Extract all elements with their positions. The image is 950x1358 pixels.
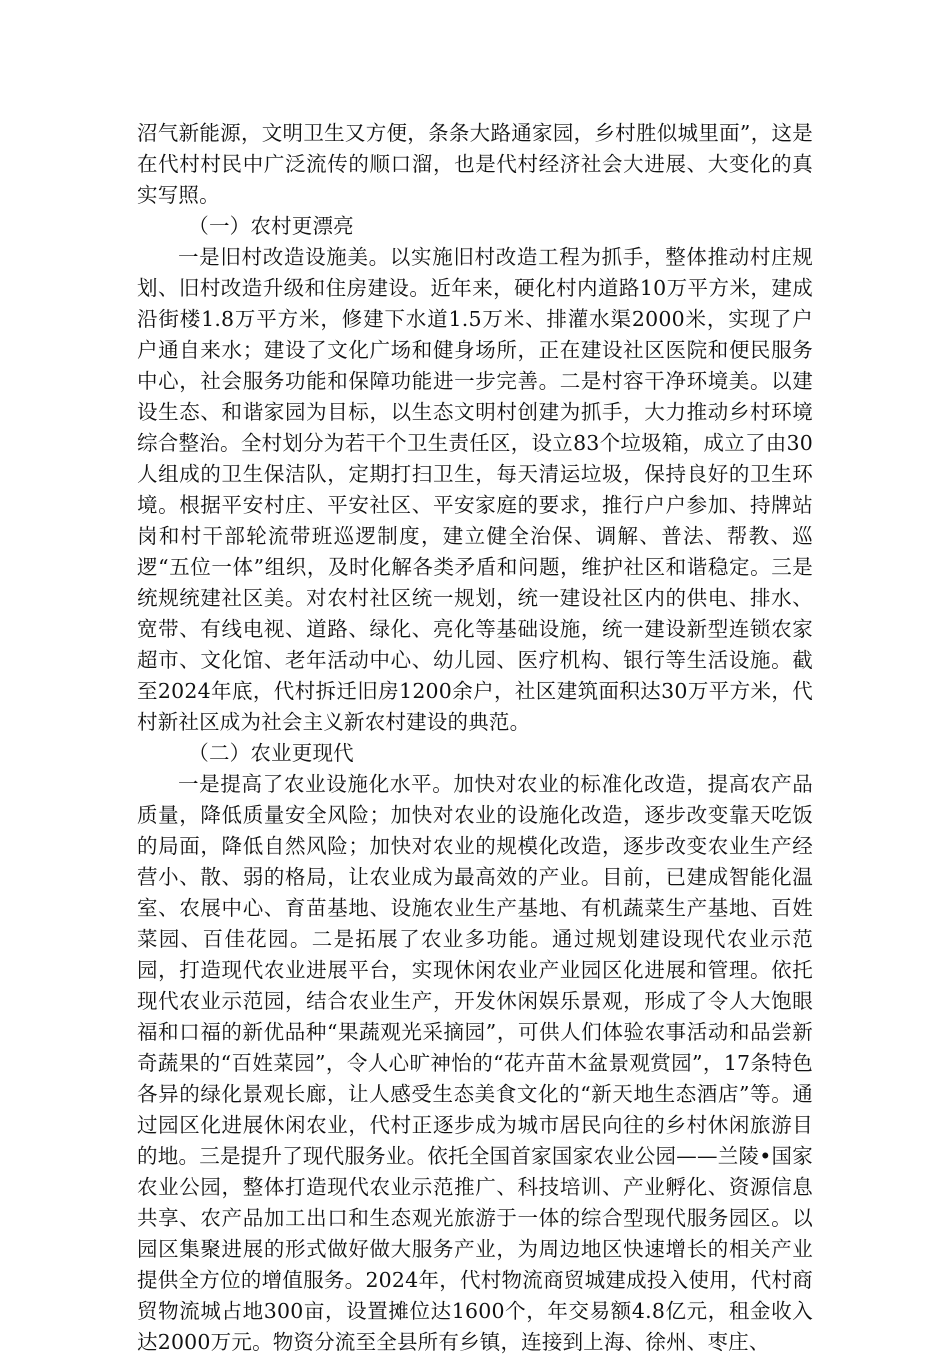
section-heading-rural-beauty: （一）农村更漂亮 <box>188 214 354 238</box>
paragraph-modern-agriculture: 一是提高了农业设施化水平。加快对农业的标准化改造，提高农产品质量，降低质量安全风险；加快对农业的设施化改造，逐步改变靠天吃饭的局面，降低自然风险；加快对农业的规模化改造，逐步改变农业生产经营小、散、弱的格局，让农业成为最高效的产业。目前，已建成智能化温室、农展中心、育苗基地、设施农业生产基地、有机蔬菜生产基地、百姓菜园、百佳花园。二是拓展了农业多功能。通过规划建设现代农业示范园，打造现代农业进展平台，实现休闲农业产业园区化进展和管理。依托现代农业示范园，结合农业生产，开发休闲娱乐景观，形成了令人大饱眼福和口福的新优品种“果蔬观光采摘园”，可供人们体验农事活动和品尝新奇蔬果的“百姓菜园”，令人心旷神怡的“花卉苗木盆景观赏园”，17条特色各异的绿化景观长廊，让人感受生态美食文化的“新天地生态酒店”等。通过园区化进展休闲农业，代村正逐步成为城市居民向往的乡村休闲旅游目的地。三是提升了现代服务业。依托全国首家国家农业公园——兰陵•国家农业公园，整体打造现代农业示范推广、科技培训、产业孵化、资源信息共享、农产品加工出口和生态观光旅游于一体的综合型现代服务园区。以园区集聚进展的形式做好做大服务产业，为周边地区快速增长的相关产业提供全方位的增值服务。2024年，代村物流商贸城建成投入使用，代村商贸物流城占地300亩，设置摊位达1600个，年交易额4.8亿元，租金收入达2000万元。物资分流至全县所有乡镇，连接到上海、徐州、枣庄、 <box>137 772 813 1354</box>
document-body <box>137 118 813 1358</box>
section-heading-modern-agriculture: （二）农业更现代 <box>188 741 354 765</box>
paragraph-rural-beauty: 一是旧村改造设施美。以实施旧村改造工程为抓手，整体推动村庄规划、旧村改造升级和住房建设。近年来，硬化村内道路10万平方米，建成沿街楼1.8万平方米，修建下水道1.5万米、排灌水渠2000米，实现了户户通自来水；建设了文化广场和健身场所，正在建设社区医院和便民服务中心，社会服务功能和保障功能进一步完善。二是村容干净环境美。以建设生态、和谐家园为目标，以生态文明村创建为抓手，大力推动乡村环境综合整治。全村划分为若干个卫生责任区，设立83个垃圾箱，成立了由30人组成的卫生保洁队，定期打扫卫生，每天清运垃圾，保持良好的卫生环境。根据平安村庄、平安社区、平安家庭的要求，推行户户参加、持牌站岗和村干部轮流带班巡逻制度，建立健全治保、调解、普法、帮教、巡逻“五位一体”组织，及时化解各类矛盾和问题，维护社区和谐稳定。三是统规统建社区美。对农村社区统一规划，统一建设社区内的供电、排水、宽带、有线电视、道路、绿化、亮化等基础设施，统一建设新型连锁农家超市、文化馆、老年活动中心、幼儿园、医疗机构、银行等生活设施。截至2024年底，代村拆迁旧房1200余户，社区建筑面积达30万平方米，代村新社区成为社会主义新农村建设的典范。 <box>137 245 813 734</box>
paragraph-continuation: 沼气新能源，文明卫生又方便，条条大路通家园，乡村胜似城里面”，这是在代村村民中广泛流传的顺口溜，也是代村经济社会大进展、大变化的真实写照。 <box>137 121 813 207</box>
